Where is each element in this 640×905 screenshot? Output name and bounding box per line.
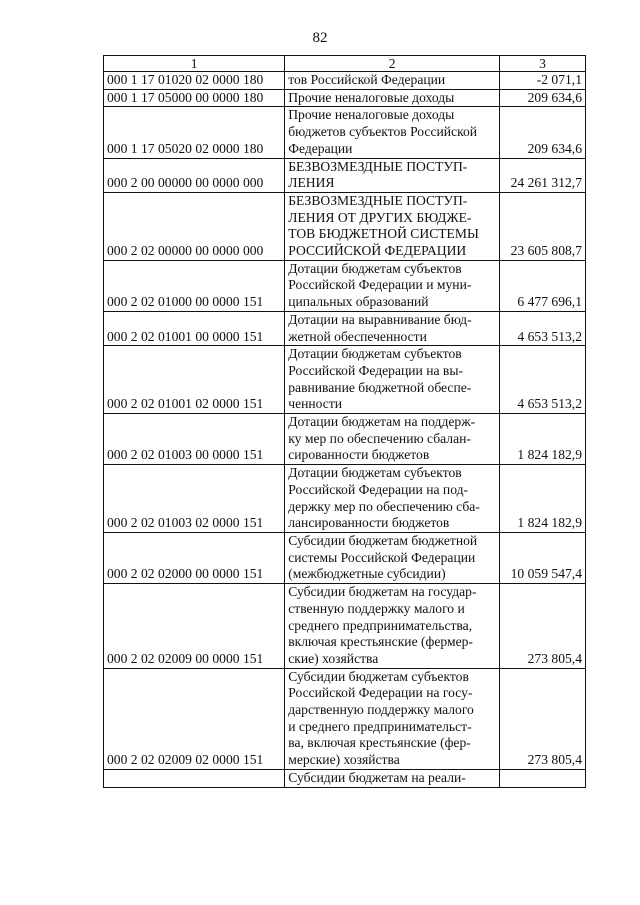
income-name-line: ственную поддержку малого и — [288, 600, 465, 616]
income-name-line: Российской Федерации на вы- — [288, 362, 464, 378]
income-name-line: Субсидии бюджетам бюджетной — [288, 532, 478, 548]
table-row — [104, 532, 586, 583]
income-name-line: Прочие неналоговые доходы — [288, 107, 455, 123]
income-name-line: сированности бюджетов — [288, 447, 430, 463]
income-name-line: ципальных образований — [288, 294, 429, 310]
table-row — [104, 584, 586, 669]
income-name-line: ку мер по обеспечению сбалан- — [288, 430, 471, 446]
income-name-line: лансированности бюджетов — [288, 515, 450, 531]
income-name-cell — [285, 414, 500, 465]
amount-cell: 1 824 182,9 — [500, 414, 586, 465]
amount-cell: 23 605 808,7 — [500, 192, 586, 260]
income-name-line: Российской Федерации и муни- — [288, 277, 472, 293]
table-row — [104, 311, 586, 345]
budget-code-cell: 000 2 02 01003 02 0000 151 — [104, 465, 285, 533]
income-name-line: Дотации бюджетам субъектов — [288, 465, 462, 481]
budget-code-cell: 000 1 17 05000 00 0000 180 — [104, 89, 285, 107]
income-name-cell — [285, 346, 500, 414]
income-name-line: ЛЕНИЯ — [288, 175, 335, 191]
amount-cell: 10 059 547,4 — [500, 532, 586, 583]
income-name-cell — [285, 584, 500, 669]
income-name-line: Субсидии бюджетам на государ- — [288, 584, 477, 600]
income-name-cell — [285, 311, 500, 345]
column-header-amount: 3 — [500, 56, 586, 72]
income-name-line: ские) хозяйства — [288, 650, 379, 666]
income-name-line: системы Российской Федерации — [288, 549, 476, 565]
budget-code-cell: 000 2 02 01003 00 0000 151 — [104, 414, 285, 465]
amount-cell: 273 805,4 — [500, 668, 586, 769]
table-header-row — [104, 56, 586, 72]
amount-cell: 4 653 513,2 — [500, 346, 586, 414]
income-name-line: Дотации на выравнивание бюд- — [288, 311, 472, 327]
income-name-line: Российской Федерации на под- — [288, 481, 469, 497]
income-name-cell — [285, 89, 500, 107]
amount-cell: 24 261 312,7 — [500, 158, 586, 192]
income-name-cell — [285, 769, 500, 787]
income-name-line: ЛЕНИЯ ОТ ДРУГИХ БЮДЖЕ- — [288, 209, 472, 225]
amount-cell: 6 477 696,1 — [500, 260, 586, 311]
table-row — [104, 769, 586, 787]
budget-code-cell: 000 1 17 05020 02 0000 180 — [104, 107, 285, 158]
income-name-line: Федерации — [288, 140, 353, 156]
budget-code-cell: 000 2 02 02000 00 0000 151 — [104, 532, 285, 583]
amount-cell: 1 824 182,9 — [500, 465, 586, 533]
income-name-line: Дотации бюджетам субъектов — [288, 260, 462, 276]
table-row — [104, 414, 586, 465]
column-header-name: 2 — [285, 56, 500, 72]
income-name-line: ва, включая крестьянские (фер- — [288, 735, 471, 751]
income-name-cell — [285, 532, 500, 583]
budget-code-cell: 000 2 02 00000 00 0000 000 — [104, 192, 285, 260]
budget-code-cell: 000 2 00 00000 00 0000 000 — [104, 158, 285, 192]
income-name-cell — [285, 465, 500, 533]
income-name-line: дарственную поддержку малого — [288, 702, 474, 718]
budget-code-cell: 000 2 02 02009 02 0000 151 — [104, 668, 285, 769]
budget-code-cell: 000 1 17 01020 02 0000 180 — [104, 72, 285, 90]
amount-cell — [500, 769, 586, 787]
income-name-cell — [285, 192, 500, 260]
budget-revenue-table — [103, 55, 586, 788]
table-row — [104, 158, 586, 192]
income-name-line: ченности — [288, 396, 343, 412]
income-name-line: Российской Федерации на госу- — [288, 685, 473, 701]
income-name-line: держку мер по обеспечению сба- — [288, 498, 480, 514]
budget-code-cell: 000 2 02 01001 02 0000 151 — [104, 346, 285, 414]
income-name-line: БЕЗВОЗМЕЗДНЫЕ ПОСТУП- — [288, 192, 468, 208]
table-row — [104, 89, 586, 107]
table-row — [104, 465, 586, 533]
income-name-cell — [285, 107, 500, 158]
budget-code-cell — [104, 769, 285, 787]
income-name-line: равнивание бюджетной обеспе- — [288, 379, 472, 395]
income-name-cell — [285, 668, 500, 769]
budget-code-cell: 000 2 02 01001 00 0000 151 — [104, 311, 285, 345]
income-name-line: мерские) хозяйства — [288, 752, 400, 768]
income-name-cell — [285, 158, 500, 192]
income-name-line: ТОВ БЮДЖЕТНОЙ СИСТЕМЫ — [288, 226, 479, 242]
income-name-line: Прочие неналоговые доходы — [288, 89, 455, 105]
income-name-line: бюджетов субъектов Российской — [288, 124, 478, 140]
income-name-line: включая крестьянские (фермер- — [288, 634, 473, 650]
table-body — [104, 72, 586, 788]
column-header-code: 1 — [104, 56, 285, 72]
income-name-cell — [285, 72, 500, 90]
income-name-line: (межбюджетные субсидии) — [288, 566, 446, 582]
income-name-cell — [285, 260, 500, 311]
income-name-line: Субсидии бюджетам субъектов — [288, 668, 469, 684]
table-row — [104, 260, 586, 311]
income-name-line: тов Российской Федерации — [288, 72, 446, 87]
table-row — [104, 668, 586, 769]
budget-code-cell: 000 2 02 02009 00 0000 151 — [104, 584, 285, 669]
amount-cell: -2 071,1 — [500, 72, 586, 90]
table-row — [104, 346, 586, 414]
page-number: 82 — [312, 30, 328, 46]
income-name-line: Субсидии бюджетам на реали- — [288, 769, 466, 785]
table-row — [104, 107, 586, 158]
income-name-line: среднего предпринимательства, — [288, 617, 473, 633]
table-row — [104, 192, 586, 260]
income-name-line: Дотации бюджетам субъектов — [288, 346, 462, 362]
amount-cell: 4 653 513,2 — [500, 311, 586, 345]
income-name-line: БЕЗВОЗМЕЗДНЫЕ ПОСТУП- — [288, 158, 468, 174]
table-row — [104, 72, 586, 90]
income-name-line: и среднего предпринимательст- — [288, 718, 472, 734]
amount-cell: 273 805,4 — [500, 584, 586, 669]
income-name-line: жетной обеспеченности — [288, 328, 427, 344]
income-name-line: РОССИЙСКОЙ ФЕДЕРАЦИИ — [288, 243, 467, 259]
income-name-line: Дотации бюджетам на поддерж- — [288, 414, 476, 430]
budget-code-cell: 000 2 02 01000 00 0000 151 — [104, 260, 285, 311]
amount-cell: 209 634,6 — [500, 89, 586, 107]
amount-cell: 209 634,6 — [500, 107, 586, 158]
